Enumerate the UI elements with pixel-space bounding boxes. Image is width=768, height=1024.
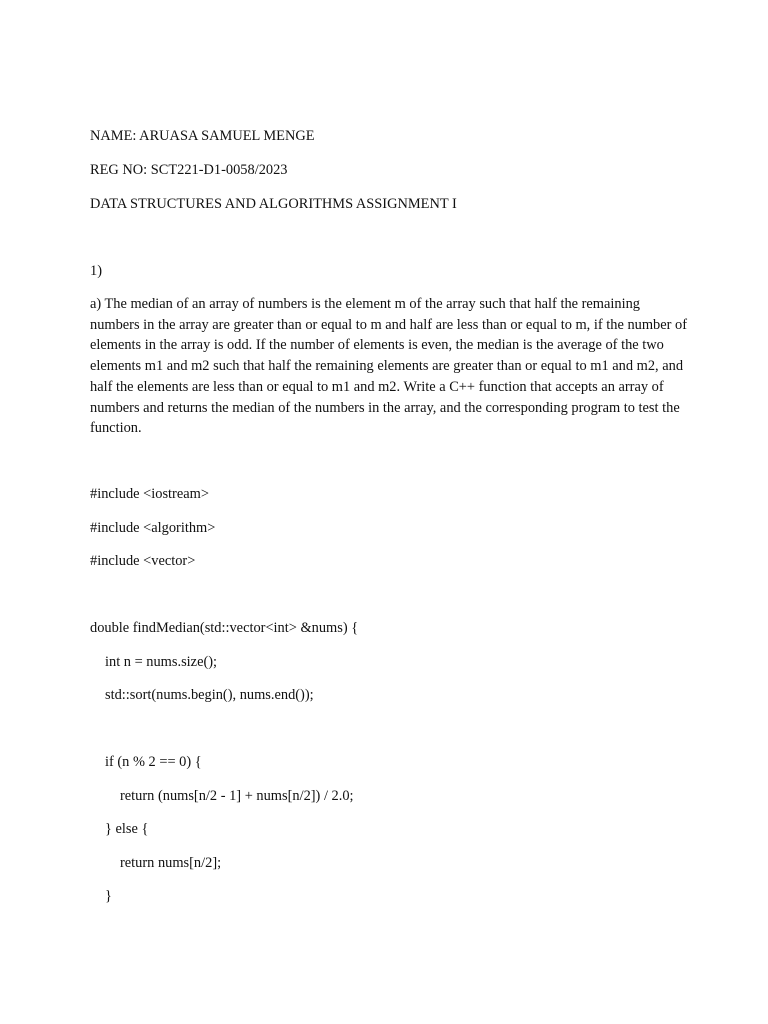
code-line-else: } else { [105, 821, 149, 837]
code-line-function-signature: double findMedian(std::vector<int> &nums) { [90, 620, 359, 636]
code-line-include-algorithm: #include <algorithm> [90, 520, 216, 536]
code-line-return-even: return (nums[n/2 - 1] + nums[n/2]) / 2.0; [120, 788, 354, 804]
question-text: a) The median of an array of numbers is the element m of the array such that half the remaining numbers in the array are greater than or equal to m and half are less than or equal to m, if the number of elements in the array is odd. If the number of elements is even, the median is the average of the two elements m1 and m2 such that half the remaining elements are greater than or equal to m1 and m2, and half the elements are less than or equal to m1 and m2. Write a C++ function that accepts an array of numbers and returns the median of the numbers in the array, and the corresponding program to test the function. [90, 296, 687, 437]
question-number: 1) [90, 263, 102, 279]
code-line-include-vector: #include <vector> [90, 553, 196, 569]
assignment-title: DATA STRUCTURES AND ALGORITHMS ASSIGNMENT I [90, 196, 457, 212]
registration-number: REG NO: SCT221-D1-0058/2023 [90, 162, 288, 178]
code-line-close-brace: } [105, 888, 112, 904]
code-line-return-odd: return nums[n/2]; [120, 855, 222, 871]
code-line-sort: std::sort(nums.begin(), nums.end()); [105, 687, 314, 703]
code-line-declare-n: int n = nums.size(); [105, 654, 218, 670]
code-line-include-iostream: #include <iostream> [90, 486, 209, 502]
code-line-if: if (n % 2 == 0) { [105, 754, 202, 770]
student-name: NAME: ARUASA SAMUEL MENGE [90, 128, 315, 144]
